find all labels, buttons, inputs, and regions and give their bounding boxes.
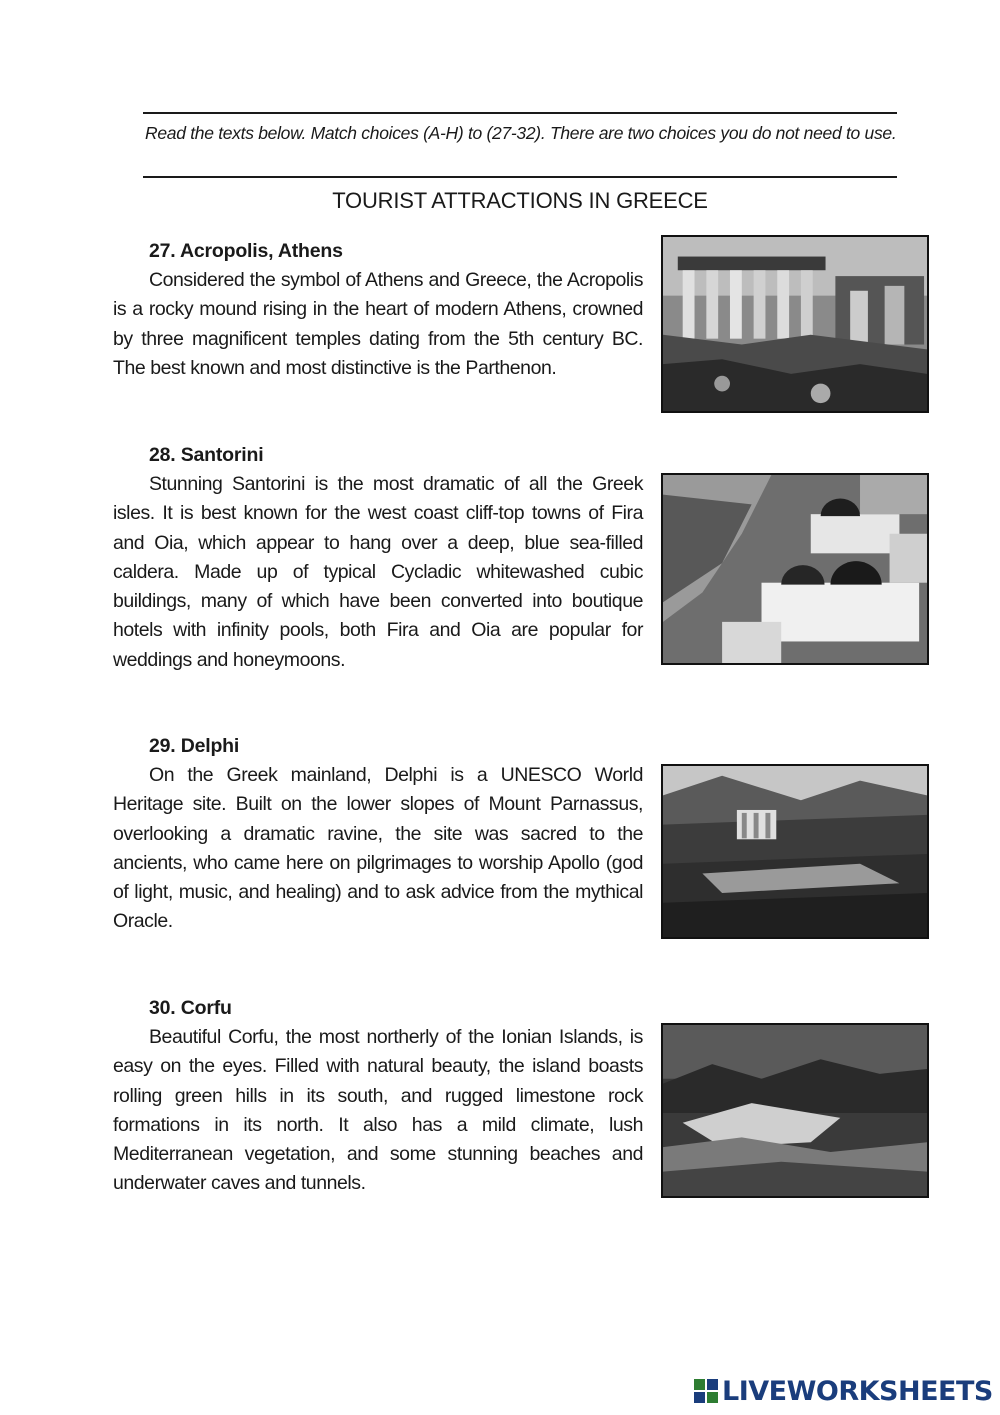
entry-corfu — [113, 995, 643, 1199]
instructions: Read the texts below. Match choices (A-H) to (27-32). There are two choices you do not need to use. — [145, 123, 897, 143]
liveworksheets-logo-icon — [693, 1378, 719, 1404]
corfu-photo — [661, 1023, 929, 1198]
top-rule — [143, 112, 897, 114]
entry-text: Beautiful Corfu, the most northerly of the Ionian Islands, is easy on the eyes. Filled with natural beauty, the island boasts rolling green hills in its south, and rugged limestone rock formations in its north. It also has a mild climate, lush Mediterranean vegetation, and some stunning beaches and underwater caves and tunnels. — [113, 1026, 643, 1195]
entry-heading: 28. Santorini — [149, 444, 264, 466]
santorini-photo — [661, 473, 929, 665]
acropolis-photo — [661, 235, 929, 413]
instructions-rule — [143, 176, 897, 178]
entry-heading: 27. Acropolis, Athens — [149, 240, 343, 262]
entry-heading: 30. Corfu — [149, 997, 232, 1019]
entry-heading: 29. Delphi — [149, 735, 240, 757]
entry-acropolis — [113, 238, 643, 383]
entry-delphi — [113, 733, 643, 937]
delphi-photo — [661, 764, 929, 939]
entry-text: Considered the symbol of Athens and Greece, the Acropolis is a rocky mound rising in the heart of modern Athens, crowned by three magnificent temples dating from the 5th century BC. The best known and most distinctive is the Parthenon. — [113, 269, 643, 379]
entry-text: Stunning Santorini is the most dramatic of all the Greek isles. It is best known for the west coast cliff-top towns of Fira and Oia, which appear to hang over a deep, blue sea-filled caldera. Made up of typical Cycladic whitewashed cubic buildings, many of which have been converted into boutique hotels with infinity pools, both Fira and Oia are popular for weddings and honeymoons. — [113, 473, 643, 671]
page-title: TOURIST ATTRACTIONS IN GREECE — [332, 188, 708, 213]
entry-santorini — [113, 442, 643, 675]
entry-text: On the Greek mainland, Delphi is a UNESCO World Heritage site. Built on the lower slopes of Mount Parnassus, overlooking a dramatic ravine, the site was sacred to the ancients, who came here on pilgrimages to worship Apollo (god of light, music, and healing) and to ask advice from the mythical Oracle. — [113, 764, 643, 933]
logo-text: LIVEWORKSHEETS — [722, 1375, 993, 1407]
liveworksheets-logo — [693, 1376, 993, 1406]
